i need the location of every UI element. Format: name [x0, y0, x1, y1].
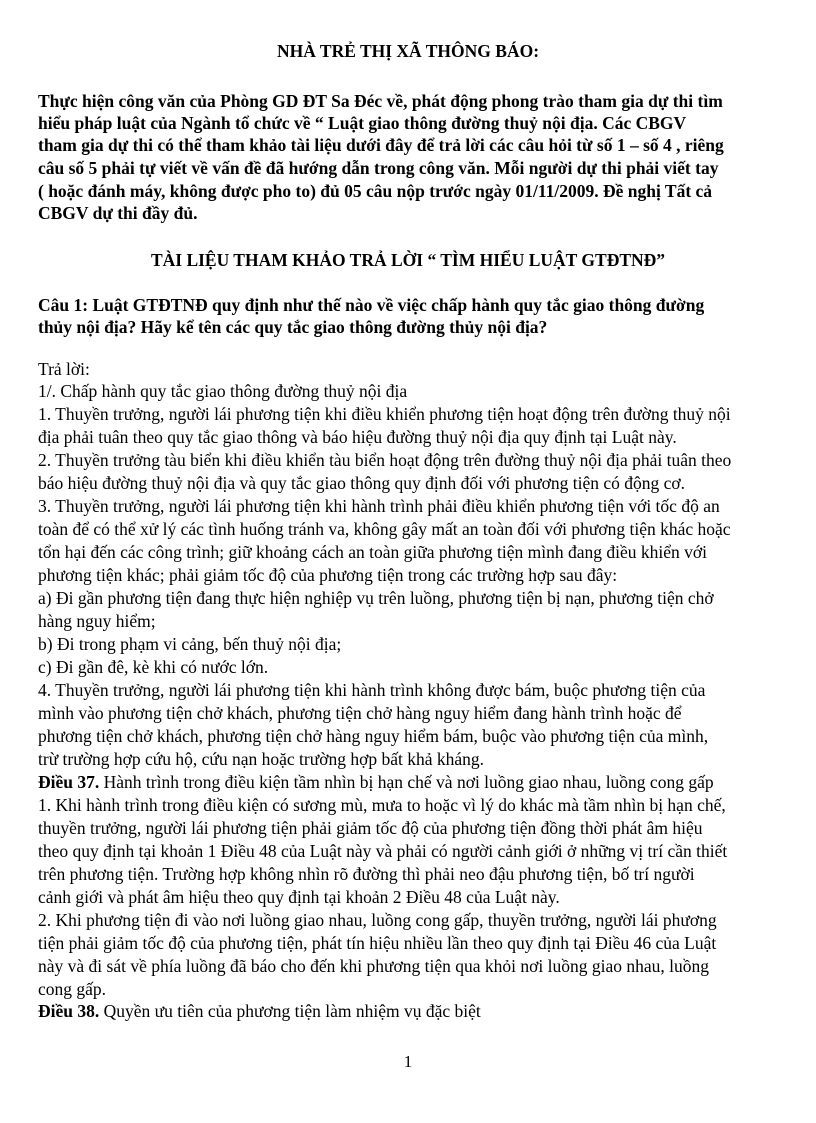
article-37-line: thuyền trưởng, người lái phương tiện phải giảm tốc độ của phương tiện đồng thời phát âm hiệu [38, 818, 703, 838]
question-line: Câu 1: Luật GTĐTNĐ quy định như thế nào về việc chấp hành quy tắc giao thông đường [38, 295, 705, 315]
answer-line: 3. Thuyền trưởng, người lái phương tiện khi hành trình phải điều khiển phương tiện với tốc độ an [38, 496, 720, 516]
article-37-line: cong gấp. [38, 979, 107, 999]
answer-line: phương tiện khác; phải giảm tốc độ của phương tiện trong các trường hợp sau đây: [38, 565, 618, 585]
article-38-label: Điều 38. [38, 1001, 100, 1021]
article-37-line: này và đi sát về phía luồng đã báo cho đến khi phương tiện qua khỏi nơi luồng giao nhau, luồng [38, 956, 709, 976]
notice-line: CBGV dự thi đầy đủ. [38, 203, 198, 223]
notice-title: NHÀ TRẺ THỊ XÃ THÔNG BÁO: [276, 41, 540, 61]
notice-line: hiểu pháp luật của Ngành tổ chức về “ Luật giao thông đường thuỷ nội địa. Các CBGV [38, 113, 687, 133]
answer-line: tổn hại đến các công trình; giữ khoảng cách an toàn giữa phương tiện mình đang điều khiển với [38, 542, 708, 562]
answer-line: báo hiệu đường thuỷ nội địa và quy tắc giao thông quy định đối với phương tiện có động cơ. [38, 473, 686, 493]
article-37-heading [38, 771, 714, 793]
answer-line: 1. Thuyền trưởng, người lái phương tiện khi điều khiển phương tiện hoạt động trên đường thuỷ nội [38, 404, 731, 424]
article-37-line: theo quy định tại khoản 1 Điều 48 của Luật này và phải có người cảnh giới ở những vị trí cần thiết [38, 841, 728, 861]
answer-line: toàn để có thể xử lý các tình huống tránh va, không gây mất an toàn đối với phương tiện khác hoặc [38, 519, 731, 539]
answer-line: địa phải tuân theo quy tắc giao thông và báo hiệu đường thuỷ nội địa quy định tại Luật này. [38, 427, 677, 447]
answer-line: a) Đi gần phương tiện đang thực hiện nghiệp vụ trên luồng, phương tiện bị nạn, phương tiện chở [38, 588, 714, 608]
answer-line: c) Đi gần đê, kè khi có nước lớn. [38, 657, 269, 677]
article-37-line: tiện phải giảm tốc độ của phương tiện, phát tín hiệu nhiều lần theo quy định tại Điều 46 của Luật [38, 933, 717, 953]
article-37-title: Hành trình trong điều kiện tầm nhìn bị hạn chế và nơi luồng giao nhau, luồng cong gấp [99, 772, 714, 792]
article-37-label: Điều 37. [38, 772, 100, 792]
question-line: thủy nội địa? Hãy kể tên các quy tắc giao thông đường thủy nội địa? [38, 317, 548, 337]
article-37-line: 1. Khi hành trình trong điều kiện có sương mù, mưa to hoặc vì lý do khác mà tầm nhìn bị hạn chế, [38, 795, 726, 815]
article-37-line: 2. Khi phương tiện đi vào nơi luồng giao nhau, luồng cong gấp, thuyền trưởng, người lái phương [38, 910, 717, 930]
answer-line: 1/. Chấp hành quy tắc giao thông đường thuỷ nội địa [38, 381, 408, 401]
answer-line: phương tiện chở khách, phương tiện chở hàng nguy hiểm bám, buộc vào phương tiện của mình, [38, 726, 709, 746]
reference-title: TÀI LIỆU THAM KHẢO TRẢ LỜI “ TÌM HIỂU LUẬT GTĐTNĐ” [150, 250, 666, 270]
answer-line: 4. Thuyền trưởng, người lái phương tiện khi hành trình không được bám, buộc phương tiện của [38, 680, 706, 700]
answer-line: hàng nguy hiểm; [38, 611, 156, 631]
answer-line: trừ trường hợp cứu hộ, cứu nạn hoặc trường hợp bất khả kháng. [38, 749, 485, 769]
article-37-line: trên phương tiện. Trường hợp không nhìn rõ đường thì phải neo đậu phương tiện, bố trí người [38, 864, 695, 884]
article-38-title: Quyền ưu tiên của phương tiện làm nhiệm vụ đặc biệt [99, 1001, 481, 1021]
answer-line: Trả lời: [38, 359, 90, 379]
answer-line: b) Đi trong phạm vi cảng, bến thuỷ nội địa; [38, 634, 342, 654]
notice-line: câu số 5 phải tự viết về vấn đề đã hướng dẫn trong công văn. Mỗi người dự thi phải viết tay [38, 158, 719, 178]
answer-line: 2. Thuyền trưởng tàu biển khi điều khiển tàu biển hoạt động trên đường thuỷ nội địa phải tuân theo [38, 450, 732, 470]
article-38-heading [38, 1000, 481, 1022]
page-number: 1 [403, 1052, 413, 1071]
notice-line: ( hoặc đánh máy, không được pho to) đủ 05 câu nộp trước ngày 01/11/2009. Đề nghị Tất cả [38, 181, 713, 201]
notice-line: Thực hiện công văn của Phòng GD ĐT Sa Đéc về, phát động phong trào tham gia dự thi tìm [38, 91, 723, 111]
article-37-line: cảnh giới và phát âm hiệu theo quy định tại khoản 2 Điều 48 của Luật này. [38, 887, 560, 907]
answer-line: mình vào phương tiện chở khách, phương tiện chở hàng nguy hiểm đang hành trình hoặc để [38, 703, 682, 723]
notice-line: tham gia dự thi có thể tham khảo tài liệu dưới đây để trả lời các câu hỏi từ số 1 – số 4 , riêng [38, 135, 724, 155]
